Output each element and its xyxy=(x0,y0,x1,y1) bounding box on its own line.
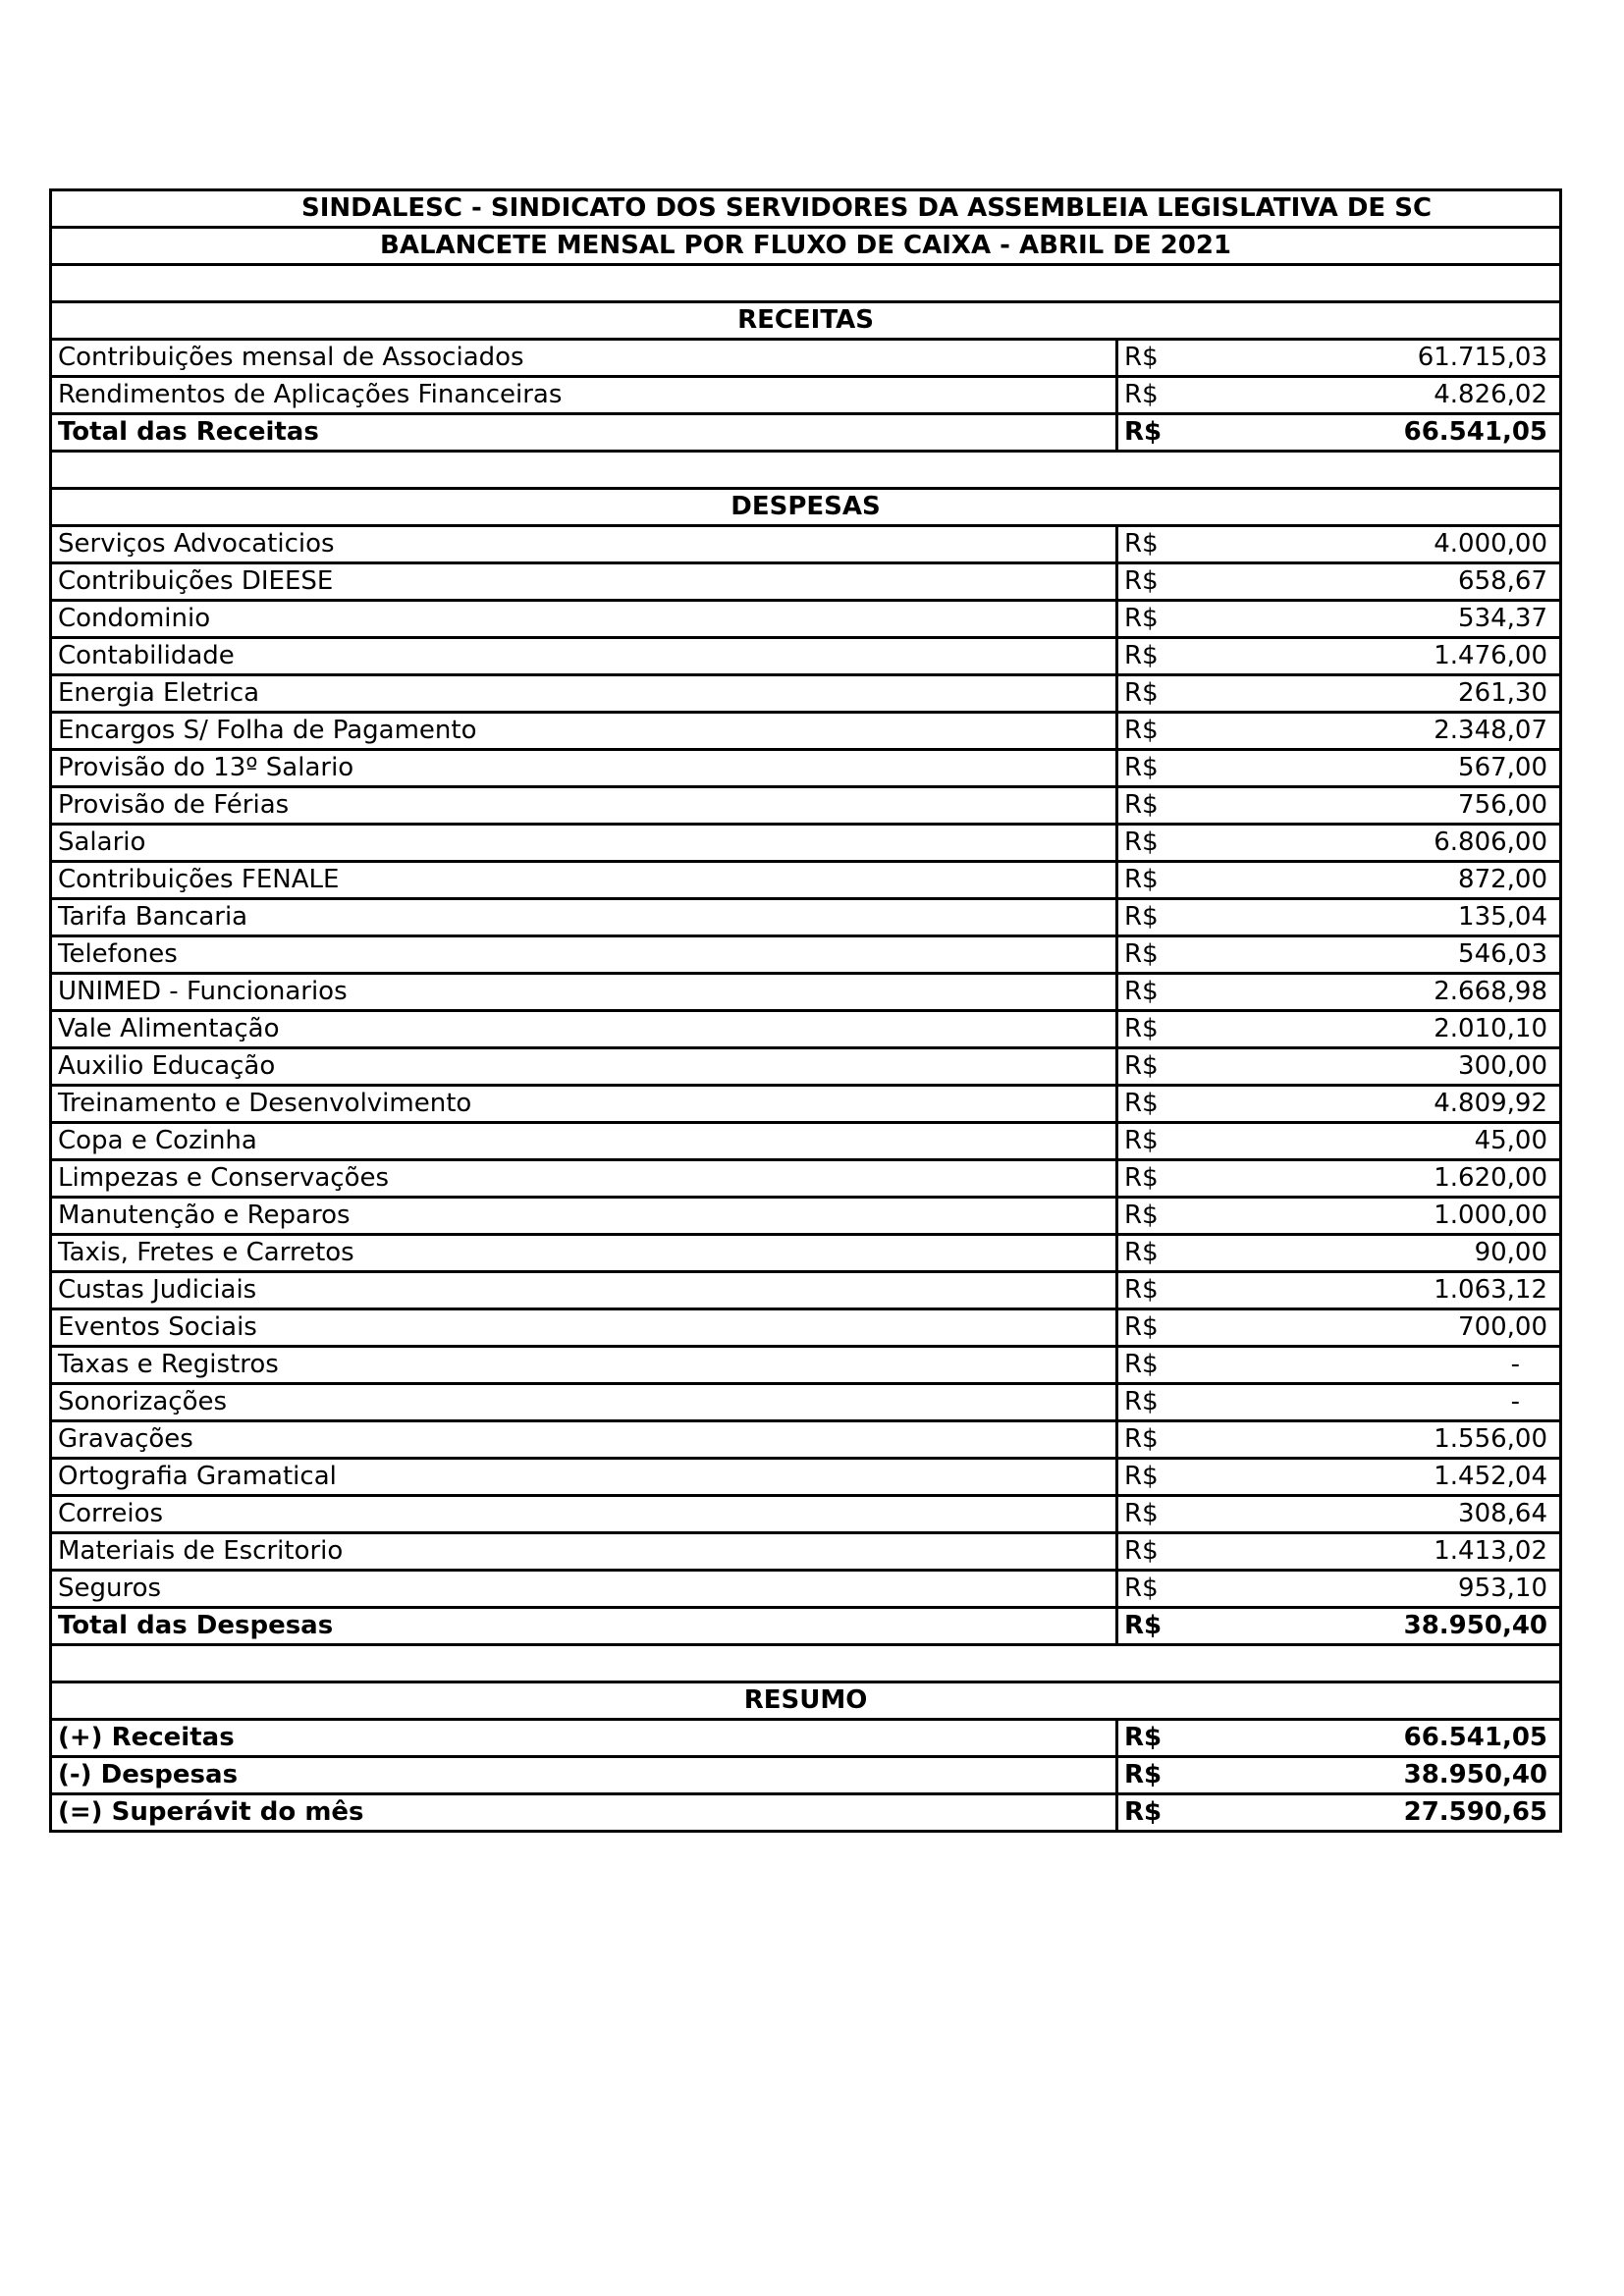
currency-label: R$ xyxy=(1117,862,1210,899)
spacer-row xyxy=(51,1645,1561,1682)
row-amount: 953,10 xyxy=(1210,1571,1561,1608)
despesas.rows-row xyxy=(51,1496,1561,1533)
currency-label: R$ xyxy=(1117,377,1210,414)
row-label: Taxis, Fretes e Carretos xyxy=(51,1235,1117,1272)
row-label: Materiais de Escritorio xyxy=(51,1533,1117,1571)
currency-label: R$ xyxy=(1117,1123,1210,1160)
row-label: Total das Receitas xyxy=(51,414,1117,452)
row-amount: 1.063,12 xyxy=(1210,1272,1561,1309)
row-amount: 4.826,02 xyxy=(1210,377,1561,414)
row-amount: 6.806,00 xyxy=(1210,825,1561,862)
despesas.rows-row xyxy=(51,1571,1561,1608)
row-label: Copa e Cozinha xyxy=(51,1123,1117,1160)
currency-label: R$ xyxy=(1117,713,1210,750)
row-amount: - xyxy=(1210,1384,1561,1421)
row-label: Seguros xyxy=(51,1571,1117,1608)
row-label: Provisão de Férias xyxy=(51,787,1117,825)
despesas.total-row xyxy=(51,1608,1561,1645)
report-title: BALANCETE MENSAL POR FLUXO DE CAIXA - ABRIL DE 2021 xyxy=(51,228,1561,265)
row-label: Manutenção e Reparos xyxy=(51,1198,1117,1235)
row-label: UNIMED - Funcionarios xyxy=(51,974,1117,1011)
despesas.rows-row xyxy=(51,1384,1561,1421)
currency-label: R$ xyxy=(1117,1421,1210,1459)
row-amount: 2.668,98 xyxy=(1210,974,1561,1011)
row-amount: 66.541,05 xyxy=(1210,1720,1561,1757)
currency-label: R$ xyxy=(1117,1384,1210,1421)
row-label: Limpezas e Conservações xyxy=(51,1160,1117,1198)
currency-label: R$ xyxy=(1117,601,1210,638)
row-amount: 90,00 xyxy=(1210,1235,1561,1272)
row-amount: 872,00 xyxy=(1210,862,1561,899)
despesas.rows-row xyxy=(51,1272,1561,1309)
currency-label: R$ xyxy=(1117,1347,1210,1384)
row-label: Treinamento e Desenvolvimento xyxy=(51,1086,1117,1123)
despesas.rows-row xyxy=(51,862,1561,899)
row-amount: 534,37 xyxy=(1210,601,1561,638)
despesas.rows-row xyxy=(51,1347,1561,1384)
resumo-heading-row xyxy=(51,1682,1561,1720)
currency-label: R$ xyxy=(1117,787,1210,825)
row-label: Contabilidade xyxy=(51,638,1117,675)
receitas.rows-row xyxy=(51,340,1561,377)
despesas-heading: DESPESAS xyxy=(51,489,1561,526)
currency-label: R$ xyxy=(1117,563,1210,601)
receitas-heading: RECEITAS xyxy=(51,302,1561,340)
despesas.rows-row xyxy=(51,974,1561,1011)
row-label: Energia Eletrica xyxy=(51,675,1117,713)
row-amount: 1.476,00 xyxy=(1210,638,1561,675)
currency-label: R$ xyxy=(1117,1533,1210,1571)
currency-label: R$ xyxy=(1117,1720,1210,1757)
currency-label: R$ xyxy=(1117,1160,1210,1198)
resumo-heading: RESUMO xyxy=(51,1682,1561,1720)
row-amount: - xyxy=(1210,1347,1561,1384)
row-amount: 1.000,00 xyxy=(1210,1198,1561,1235)
row-label: Encargos S/ Folha de Pagamento xyxy=(51,713,1117,750)
spacer-row xyxy=(51,265,1561,302)
despesas.rows-row xyxy=(51,787,1561,825)
receitas.total-row xyxy=(51,414,1561,452)
row-amount: 2.348,07 xyxy=(1210,713,1561,750)
currency-label: R$ xyxy=(1117,1309,1210,1347)
currency-label: R$ xyxy=(1117,825,1210,862)
row-label: (-) Despesas xyxy=(51,1757,1117,1794)
row-label: Auxilio Educação xyxy=(51,1048,1117,1086)
row-label: Eventos Sociais xyxy=(51,1309,1117,1347)
despesas.rows-row xyxy=(51,526,1561,563)
row-label: Taxas e Registros xyxy=(51,1347,1117,1384)
row-label: Ortografia Gramatical xyxy=(51,1459,1117,1496)
row-label: (+) Receitas xyxy=(51,1720,1117,1757)
currency-label: R$ xyxy=(1117,1794,1210,1832)
currency-label: R$ xyxy=(1117,414,1210,452)
despesas.rows-row xyxy=(51,1048,1561,1086)
despesas.rows-row xyxy=(51,1309,1561,1347)
row-label: Contribuições mensal de Associados xyxy=(51,340,1117,377)
row-amount: 1.556,00 xyxy=(1210,1421,1561,1459)
row-label: Gravações xyxy=(51,1421,1117,1459)
currency-label: R$ xyxy=(1117,1608,1210,1645)
despesas.rows-row xyxy=(51,1421,1561,1459)
row-amount: 308,64 xyxy=(1210,1496,1561,1533)
row-amount: 1.620,00 xyxy=(1210,1160,1561,1198)
row-label: Condominio xyxy=(51,601,1117,638)
currency-label: R$ xyxy=(1117,936,1210,974)
row-label: Rendimentos de Aplicações Financeiras xyxy=(51,377,1117,414)
despesas.rows-row xyxy=(51,899,1561,936)
row-label: Custas Judiciais xyxy=(51,1272,1117,1309)
despesas.rows-row xyxy=(51,1235,1561,1272)
row-amount: 261,30 xyxy=(1210,675,1561,713)
row-amount: 45,00 xyxy=(1210,1123,1561,1160)
row-label: Contribuições FENALE xyxy=(51,862,1117,899)
despesas.rows-row xyxy=(51,1086,1561,1123)
row-amount: 66.541,05 xyxy=(1210,414,1561,452)
currency-label: R$ xyxy=(1117,340,1210,377)
currency-label: R$ xyxy=(1117,1459,1210,1496)
currency-label: R$ xyxy=(1117,1011,1210,1048)
header-row-1 xyxy=(51,190,1561,228)
currency-label: R$ xyxy=(1117,526,1210,563)
row-amount: 38.950,40 xyxy=(1210,1608,1561,1645)
row-label: Contribuições DIEESE xyxy=(51,563,1117,601)
currency-label: R$ xyxy=(1117,638,1210,675)
row-label: Provisão do 13º Salario xyxy=(51,750,1117,787)
row-label: Salario xyxy=(51,825,1117,862)
row-amount: 546,03 xyxy=(1210,936,1561,974)
despesas.rows-row xyxy=(51,1123,1561,1160)
despesas.rows-row xyxy=(51,563,1561,601)
row-amount: 1.452,04 xyxy=(1210,1459,1561,1496)
currency-label: R$ xyxy=(1117,1496,1210,1533)
resumo.rows-row xyxy=(51,1794,1561,1832)
row-label: Serviços Advocaticios xyxy=(51,526,1117,563)
despesas.rows-row xyxy=(51,1533,1561,1571)
row-amount: 38.950,40 xyxy=(1210,1757,1561,1794)
despesas.rows-row xyxy=(51,601,1561,638)
despesas.rows-row xyxy=(51,638,1561,675)
row-label: Correios xyxy=(51,1496,1117,1533)
currency-label: R$ xyxy=(1117,1086,1210,1123)
despesas.rows-row xyxy=(51,1011,1561,1048)
row-label: (=) Superávit do mês xyxy=(51,1794,1117,1832)
currency-label: R$ xyxy=(1117,750,1210,787)
row-amount: 4.809,92 xyxy=(1210,1086,1561,1123)
row-amount: 567,00 xyxy=(1210,750,1561,787)
receitas.rows-row xyxy=(51,377,1561,414)
row-amount: 27.590,65 xyxy=(1210,1794,1561,1832)
row-amount: 135,04 xyxy=(1210,899,1561,936)
row-label: Sonorizações xyxy=(51,1384,1117,1421)
row-label: Vale Alimentação xyxy=(51,1011,1117,1048)
row-amount: 2.010,10 xyxy=(1210,1011,1561,1048)
despesas.rows-row xyxy=(51,713,1561,750)
despesas.rows-row xyxy=(51,1459,1561,1496)
row-amount: 61.715,03 xyxy=(1210,340,1561,377)
resumo.rows-row xyxy=(51,1720,1561,1757)
row-label: Tarifa Bancaria xyxy=(51,899,1117,936)
row-amount: 300,00 xyxy=(1210,1048,1561,1086)
currency-label: R$ xyxy=(1117,1757,1210,1794)
row-amount: 1.413,02 xyxy=(1210,1533,1561,1571)
balance-sheet-table xyxy=(49,188,1562,1833)
currency-label: R$ xyxy=(1117,1571,1210,1608)
despesas.rows-row xyxy=(51,825,1561,862)
currency-label: R$ xyxy=(1117,675,1210,713)
currency-label: R$ xyxy=(1117,1235,1210,1272)
row-amount: 700,00 xyxy=(1210,1309,1561,1347)
receitas-heading-row xyxy=(51,302,1561,340)
despesas.rows-row xyxy=(51,750,1561,787)
row-amount: 4.000,00 xyxy=(1210,526,1561,563)
despesas.rows-row xyxy=(51,1198,1561,1235)
despesas.rows-row xyxy=(51,675,1561,713)
currency-label: R$ xyxy=(1117,1048,1210,1086)
currency-label: R$ xyxy=(1117,1198,1210,1235)
currency-label: R$ xyxy=(1117,1272,1210,1309)
organization-title: SINDALESC - SINDICATO DOS SERVIDORES DA ASSEMBLEIA LEGISLATIVA DE SC xyxy=(51,190,1561,228)
despesas.rows-row xyxy=(51,936,1561,974)
row-label: Telefones xyxy=(51,936,1117,974)
header-row-2 xyxy=(51,228,1561,265)
spacer-row xyxy=(51,452,1561,489)
row-label: Total das Despesas xyxy=(51,1608,1117,1645)
row-amount: 658,67 xyxy=(1210,563,1561,601)
currency-label: R$ xyxy=(1117,899,1210,936)
despesas.rows-row xyxy=(51,1160,1561,1198)
despesas-heading-row xyxy=(51,489,1561,526)
row-amount: 756,00 xyxy=(1210,787,1561,825)
resumo.rows-row xyxy=(51,1757,1561,1794)
currency-label: R$ xyxy=(1117,974,1210,1011)
